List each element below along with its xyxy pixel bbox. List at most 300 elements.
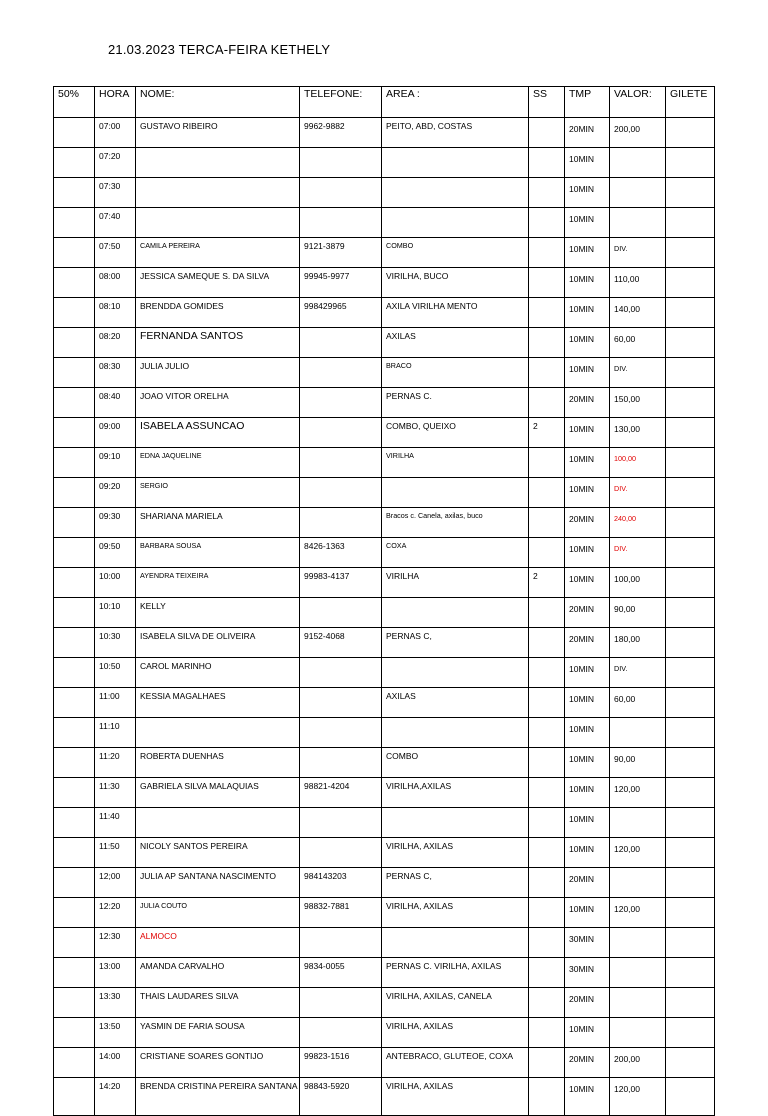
- cell-gilete: [666, 538, 715, 568]
- cell-ss: [529, 478, 565, 508]
- cell-telefone: 9962-9882: [300, 118, 382, 148]
- cell-nome: JULIA COUTO: [136, 898, 300, 928]
- cell-nome: ISABELA ASSUNCAO: [136, 418, 300, 448]
- table-row: [54, 778, 715, 808]
- cell-tmp: 20MIN: [565, 508, 610, 538]
- cell-nome: EDNA JAQUELINE: [136, 448, 300, 478]
- cell-pct: [54, 988, 95, 1018]
- cell-hora: 08:10: [95, 298, 136, 328]
- header-hora: HORA: [95, 87, 136, 118]
- cell-nome: ALMOCO: [136, 928, 300, 958]
- cell-gilete: [666, 688, 715, 718]
- cell-valor: [610, 958, 666, 988]
- cell-tmp: 20MIN: [565, 388, 610, 418]
- cell-ss: [529, 238, 565, 268]
- cell-area: ANTEBRACO, GLUTEOE, COXA: [382, 1048, 529, 1078]
- cell-telefone: [300, 508, 382, 538]
- header-telefone: TELEFONE:: [300, 87, 382, 118]
- cell-tmp: 20MIN: [565, 118, 610, 148]
- cell-gilete: [666, 1048, 715, 1078]
- cell-valor: DIV.: [610, 358, 666, 388]
- table-row: [54, 448, 715, 478]
- cell-gilete: [666, 748, 715, 778]
- cell-ss: [529, 148, 565, 178]
- cell-hora: 09:30: [95, 508, 136, 538]
- cell-hora: 07:50: [95, 238, 136, 268]
- cell-telefone: 99823-1516: [300, 1048, 382, 1078]
- cell-tmp: 10MIN: [565, 748, 610, 778]
- cell-telefone: [300, 658, 382, 688]
- cell-hora: 07:30: [95, 178, 136, 208]
- cell-nome: KELLY: [136, 598, 300, 628]
- cell-telefone: 984143203: [300, 868, 382, 898]
- cell-gilete: [666, 268, 715, 298]
- cell-ss: [529, 508, 565, 538]
- cell-area: VIRILHA, AXILAS, CANELA: [382, 988, 529, 1018]
- cell-ss: [529, 208, 565, 238]
- cell-nome: THAIS LAUDARES SILVA: [136, 988, 300, 1018]
- cell-area: COMBO, QUEIXO: [382, 418, 529, 448]
- cell-gilete: [666, 1078, 715, 1116]
- cell-telefone: [300, 838, 382, 868]
- cell-area: [382, 208, 529, 238]
- cell-tmp: 10MIN: [565, 838, 610, 868]
- cell-gilete: [666, 418, 715, 448]
- cell-tmp: 10MIN: [565, 328, 610, 358]
- cell-tmp: 10MIN: [565, 268, 610, 298]
- cell-nome: [136, 808, 300, 838]
- cell-telefone: [300, 388, 382, 418]
- header-row: [54, 87, 715, 118]
- cell-tmp: 10MIN: [565, 568, 610, 598]
- cell-valor: 110,00: [610, 268, 666, 298]
- cell-ss: [529, 688, 565, 718]
- cell-gilete: [666, 208, 715, 238]
- cell-tmp: 10MIN: [565, 208, 610, 238]
- cell-telefone: 98821-4204: [300, 778, 382, 808]
- cell-ss: [529, 1018, 565, 1048]
- cell-gilete: [666, 628, 715, 658]
- cell-pct: [54, 568, 95, 598]
- cell-area: COMBO: [382, 238, 529, 268]
- cell-tmp: 10MIN: [565, 418, 610, 448]
- cell-pct: [54, 748, 95, 778]
- cell-area: VIRILHA,AXILAS: [382, 778, 529, 808]
- cell-pct: [54, 298, 95, 328]
- cell-area: PERNAS C.: [382, 388, 529, 418]
- cell-area: PERNAS C,: [382, 628, 529, 658]
- cell-hora: 13:00: [95, 958, 136, 988]
- header-nome: NOME:: [136, 87, 300, 118]
- table-row: [54, 328, 715, 358]
- cell-ss: [529, 868, 565, 898]
- cell-telefone: [300, 148, 382, 178]
- cell-tmp: 10MIN: [565, 1078, 610, 1116]
- header-pct: 50%: [54, 87, 95, 118]
- cell-hora: 14:20: [95, 1078, 136, 1116]
- cell-area: VIRILHA: [382, 568, 529, 598]
- table-row: [54, 748, 715, 778]
- header-area: AREA :: [382, 87, 529, 118]
- cell-pct: [54, 838, 95, 868]
- cell-gilete: [666, 868, 715, 898]
- cell-ss: [529, 838, 565, 868]
- cell-telefone: 99983-4137: [300, 568, 382, 598]
- cell-nome: JULIA AP SANTANA NASCIMENTO: [136, 868, 300, 898]
- cell-tmp: 10MIN: [565, 148, 610, 178]
- cell-telefone: [300, 178, 382, 208]
- cell-nome: GUSTAVO RIBEIRO: [136, 118, 300, 148]
- cell-ss: [529, 598, 565, 628]
- cell-telefone: [300, 928, 382, 958]
- cell-gilete: [666, 568, 715, 598]
- cell-valor: DIV.: [610, 538, 666, 568]
- cell-area: [382, 808, 529, 838]
- table-row: [54, 418, 715, 448]
- cell-valor: 120,00: [610, 1078, 666, 1116]
- cell-hora: 12:30: [95, 928, 136, 958]
- cell-gilete: [666, 478, 715, 508]
- cell-valor: 90,00: [610, 598, 666, 628]
- cell-hora: 08:00: [95, 268, 136, 298]
- cell-hora: 10:00: [95, 568, 136, 598]
- cell-area: VIRILHA, AXILAS: [382, 1078, 529, 1116]
- cell-pct: [54, 808, 95, 838]
- cell-valor: 120,00: [610, 778, 666, 808]
- cell-ss: [529, 748, 565, 778]
- cell-nome: NICOLY SANTOS PEREIRA: [136, 838, 300, 868]
- cell-gilete: [666, 118, 715, 148]
- cell-gilete: [666, 238, 715, 268]
- cell-nome: [136, 178, 300, 208]
- cell-hora: 08:20: [95, 328, 136, 358]
- cell-valor: 100,00: [610, 568, 666, 598]
- cell-nome: ROBERTA DUENHAS: [136, 748, 300, 778]
- cell-pct: [54, 238, 95, 268]
- cell-tmp: 30MIN: [565, 958, 610, 988]
- table-row: [54, 148, 715, 178]
- cell-tmp: 10MIN: [565, 718, 610, 748]
- table-row: [54, 538, 715, 568]
- cell-hora: 07:40: [95, 208, 136, 238]
- table-row: [54, 118, 715, 148]
- cell-telefone: [300, 748, 382, 778]
- cell-nome: [136, 148, 300, 178]
- cell-hora: 11:20: [95, 748, 136, 778]
- table-row: [54, 568, 715, 598]
- cell-pct: [54, 418, 95, 448]
- cell-pct: [54, 148, 95, 178]
- cell-ss: [529, 958, 565, 988]
- cell-hora: 13:50: [95, 1018, 136, 1048]
- cell-tmp: 10MIN: [565, 448, 610, 478]
- cell-telefone: 998429965: [300, 298, 382, 328]
- cell-pct: [54, 1078, 95, 1116]
- table-row: [54, 388, 715, 418]
- cell-tmp: 20MIN: [565, 598, 610, 628]
- cell-valor: 60,00: [610, 328, 666, 358]
- cell-hora: 11:50: [95, 838, 136, 868]
- table-row: [54, 868, 715, 898]
- cell-hora: 09:00: [95, 418, 136, 448]
- cell-area: AXILAS: [382, 328, 529, 358]
- cell-telefone: [300, 1018, 382, 1048]
- cell-pct: [54, 448, 95, 478]
- table-row: [54, 988, 715, 1018]
- table-row: [54, 358, 715, 388]
- cell-nome: ISABELA SILVA DE OLIVEIRA: [136, 628, 300, 658]
- cell-valor: 130,00: [610, 418, 666, 448]
- table-row: [54, 838, 715, 868]
- cell-ss: [529, 298, 565, 328]
- cell-pct: [54, 388, 95, 418]
- cell-tmp: 20MIN: [565, 988, 610, 1018]
- cell-gilete: [666, 898, 715, 928]
- cell-area: PEITO, ABD, COSTAS: [382, 118, 529, 148]
- cell-hora: 08:30: [95, 358, 136, 388]
- cell-nome: BRENDDA GOMIDES: [136, 298, 300, 328]
- cell-tmp: 10MIN: [565, 358, 610, 388]
- cell-tmp: 30MIN: [565, 928, 610, 958]
- table-row: [54, 658, 715, 688]
- cell-area: VIRILHA, AXILAS: [382, 838, 529, 868]
- cell-valor: [610, 1018, 666, 1048]
- table-row: [54, 298, 715, 328]
- cell-area: Bracos c. Canela, axilas, buco: [382, 508, 529, 538]
- cell-gilete: [666, 178, 715, 208]
- cell-valor: 100,00: [610, 448, 666, 478]
- cell-hora: 07:00: [95, 118, 136, 148]
- cell-pct: [54, 208, 95, 238]
- cell-pct: [54, 328, 95, 358]
- cell-ss: [529, 658, 565, 688]
- cell-tmp: 10MIN: [565, 538, 610, 568]
- cell-area: [382, 928, 529, 958]
- cell-telefone: 98832-7881: [300, 898, 382, 928]
- cell-area: AXILA VIRILHA MENTO: [382, 298, 529, 328]
- cell-tmp: 10MIN: [565, 688, 610, 718]
- cell-ss: [529, 538, 565, 568]
- cell-tmp: 10MIN: [565, 298, 610, 328]
- cell-valor: 60,00: [610, 688, 666, 718]
- cell-area: [382, 598, 529, 628]
- table-row: [54, 508, 715, 538]
- table-row: [54, 1078, 715, 1116]
- table-row: [54, 898, 715, 928]
- table-row: [54, 808, 715, 838]
- cell-area: BRACO: [382, 358, 529, 388]
- cell-ss: [529, 118, 565, 148]
- cell-valor: [610, 718, 666, 748]
- cell-ss: [529, 178, 565, 208]
- cell-pct: [54, 598, 95, 628]
- cell-hora: 10:50: [95, 658, 136, 688]
- cell-area: [382, 148, 529, 178]
- cell-ss: [529, 928, 565, 958]
- cell-hora: 09:20: [95, 478, 136, 508]
- cell-telefone: [300, 688, 382, 718]
- cell-gilete: [666, 508, 715, 538]
- cell-pct: [54, 868, 95, 898]
- cell-pct: [54, 1048, 95, 1078]
- cell-telefone: 9834-0055: [300, 958, 382, 988]
- cell-nome: CAROL MARINHO: [136, 658, 300, 688]
- cell-telefone: [300, 358, 382, 388]
- cell-ss: [529, 448, 565, 478]
- cell-valor: 150,00: [610, 388, 666, 418]
- cell-telefone: 9121-3879: [300, 238, 382, 268]
- header-gilete: GILETE: [666, 87, 715, 118]
- cell-valor: 120,00: [610, 898, 666, 928]
- cell-nome: AYENDRA TEIXEIRA: [136, 568, 300, 598]
- cell-tmp: 10MIN: [565, 658, 610, 688]
- cell-pct: [54, 628, 95, 658]
- cell-area: VIRILHA, AXILAS: [382, 1018, 529, 1048]
- cell-valor: [610, 148, 666, 178]
- cell-pct: [54, 268, 95, 298]
- cell-gilete: [666, 958, 715, 988]
- cell-ss: [529, 388, 565, 418]
- cell-gilete: [666, 1018, 715, 1048]
- cell-hora: 09:10: [95, 448, 136, 478]
- cell-telefone: [300, 328, 382, 358]
- cell-gilete: [666, 388, 715, 418]
- cell-ss: [529, 1078, 565, 1116]
- cell-area: PERNAS C,: [382, 868, 529, 898]
- table-row: [54, 238, 715, 268]
- cell-pct: [54, 898, 95, 928]
- table-row: [54, 718, 715, 748]
- cell-telefone: [300, 448, 382, 478]
- cell-tmp: 10MIN: [565, 808, 610, 838]
- cell-valor: [610, 988, 666, 1018]
- table-row: [54, 598, 715, 628]
- cell-ss: 2: [529, 568, 565, 598]
- cell-ss: [529, 988, 565, 1018]
- header-ss: SS: [529, 87, 565, 118]
- cell-valor: 140,00: [610, 298, 666, 328]
- cell-telefone: [300, 808, 382, 838]
- cell-nome: [136, 718, 300, 748]
- cell-area: COMBO: [382, 748, 529, 778]
- cell-gilete: [666, 448, 715, 478]
- cell-gilete: [666, 658, 715, 688]
- cell-hora: 12;00: [95, 868, 136, 898]
- cell-telefone: [300, 988, 382, 1018]
- cell-gilete: [666, 778, 715, 808]
- cell-telefone: [300, 418, 382, 448]
- cell-ss: [529, 778, 565, 808]
- cell-tmp: 10MIN: [565, 478, 610, 508]
- cell-telefone: [300, 598, 382, 628]
- cell-hora: 09:50: [95, 538, 136, 568]
- cell-ss: [529, 808, 565, 838]
- cell-nome: JOAO VITOR ORELHA: [136, 388, 300, 418]
- cell-hora: 10:30: [95, 628, 136, 658]
- cell-hora: 13:30: [95, 988, 136, 1018]
- page-title: 21.03.2023 TERCA-FEIRA KETHELY: [108, 42, 331, 57]
- cell-valor: 180,00: [610, 628, 666, 658]
- cell-hora: 11:10: [95, 718, 136, 748]
- table-row: [54, 478, 715, 508]
- cell-hora: 11:40: [95, 808, 136, 838]
- cell-hora: 08:40: [95, 388, 136, 418]
- table-row: [54, 928, 715, 958]
- cell-valor: [610, 808, 666, 838]
- cell-gilete: [666, 328, 715, 358]
- cell-area: [382, 478, 529, 508]
- cell-gilete: [666, 838, 715, 868]
- cell-hora: 11:00: [95, 688, 136, 718]
- cell-gilete: [666, 148, 715, 178]
- cell-ss: [529, 328, 565, 358]
- cell-pct: [54, 178, 95, 208]
- cell-area: COXA: [382, 538, 529, 568]
- cell-tmp: 10MIN: [565, 1018, 610, 1048]
- table-row: [54, 208, 715, 238]
- table-row: [54, 178, 715, 208]
- cell-valor: [610, 178, 666, 208]
- cell-hora: 12:20: [95, 898, 136, 928]
- cell-pct: [54, 118, 95, 148]
- cell-nome: KESSIA MAGALHAES: [136, 688, 300, 718]
- cell-pct: [54, 508, 95, 538]
- table-row: [54, 688, 715, 718]
- cell-telefone: [300, 478, 382, 508]
- cell-gilete: [666, 718, 715, 748]
- table-row: [54, 628, 715, 658]
- cell-pct: [54, 658, 95, 688]
- table-row: [54, 1048, 715, 1078]
- cell-valor: [610, 928, 666, 958]
- cell-gilete: [666, 358, 715, 388]
- cell-nome: GABRIELA SILVA MALAQUIAS: [136, 778, 300, 808]
- cell-tmp: 10MIN: [565, 178, 610, 208]
- cell-ss: [529, 268, 565, 298]
- cell-tmp: 10MIN: [565, 898, 610, 928]
- cell-pct: [54, 688, 95, 718]
- cell-hora: 07:20: [95, 148, 136, 178]
- table-row: [54, 958, 715, 988]
- schedule-table: [53, 86, 715, 1116]
- cell-valor: 200,00: [610, 1048, 666, 1078]
- cell-area: VIRILHA, AXILAS: [382, 898, 529, 928]
- cell-telefone: 8426-1363: [300, 538, 382, 568]
- cell-nome: BARBARA SOUSA: [136, 538, 300, 568]
- cell-valor: 90,00: [610, 748, 666, 778]
- cell-pct: [54, 1018, 95, 1048]
- header-tmp: TMP: [565, 87, 610, 118]
- cell-ss: 2: [529, 418, 565, 448]
- cell-pct: [54, 928, 95, 958]
- cell-nome: SHARIANA MARIELA: [136, 508, 300, 538]
- cell-area: [382, 658, 529, 688]
- cell-valor: [610, 208, 666, 238]
- cell-nome: YASMIN DE FARIA SOUSA: [136, 1018, 300, 1048]
- cell-gilete: [666, 988, 715, 1018]
- cell-pct: [54, 718, 95, 748]
- cell-nome: JESSICA SAMEQUE S. DA SILVA: [136, 268, 300, 298]
- cell-area: AXILAS: [382, 688, 529, 718]
- cell-telefone: [300, 208, 382, 238]
- cell-valor: DIV.: [610, 658, 666, 688]
- cell-telefone: 98843-5920: [300, 1078, 382, 1116]
- cell-tmp: 20MIN: [565, 868, 610, 898]
- cell-area: VIRILHA: [382, 448, 529, 478]
- cell-hora: 10:10: [95, 598, 136, 628]
- cell-pct: [54, 778, 95, 808]
- cell-nome: SERGIO: [136, 478, 300, 508]
